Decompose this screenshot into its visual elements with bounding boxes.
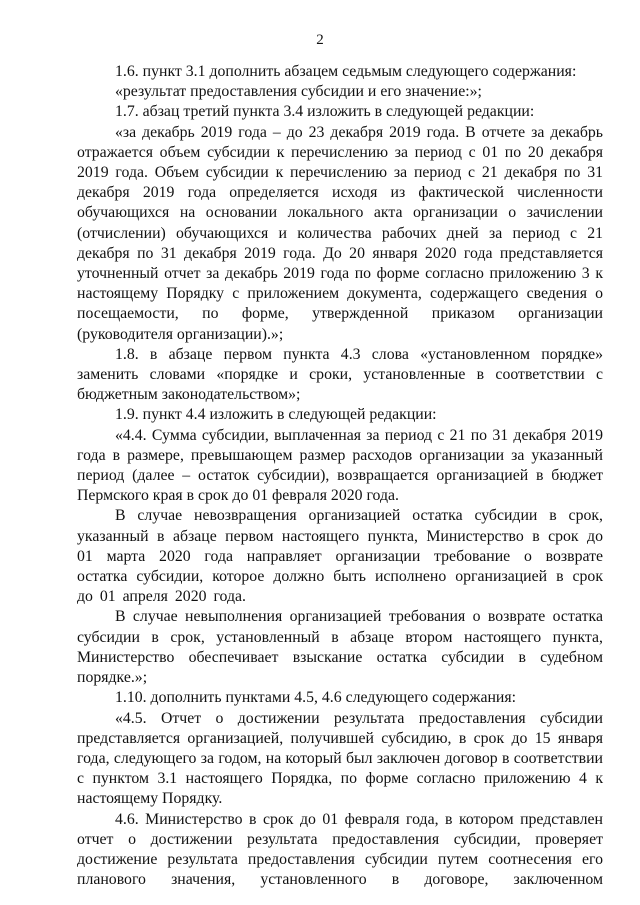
document-body (77, 62, 603, 890)
paragraph-1-8: 1.8. в абзаце первом пункта 4.3 слова «установленном порядке» заменить словами «порядке и сроки, установленные в соответствии с бюджетным законодательством»; (77, 345, 603, 404)
paragraph-4-4-second: В случае невозвращения организацией остатка субсидии в срок, указанный в абзаце первом настоящего пункта, Министерство в срок до 01 марта 2020 года направляет организации требование о возврате остатка субсидии, которое должно быть исполнено организацией в срок до 01 апреля 2020 года. (77, 507, 603, 606)
paragraph-1-9: 1.9. пункт 4.4 изложить в следующей редакции: (115, 406, 437, 424)
paragraph-1-10: 1.10. дополнить пунктами 4.5, 4.6 следующего содержания: (115, 689, 517, 707)
paragraph-1-6-quote: «результат предоставления субсидии и его значение:»; (115, 83, 482, 101)
paragraph-1-7-quote: «за декабрь 2019 года – до 23 декабря 2019 года. В отчете за декабрь отражается объем субсидии к перечислению за период с 01 по 20 декабря 2019 года. Объем субсидии к перечислению за период с 21 декабря по 31 декабря 2019 года определяется исходя из фактической численности обучающихся на основании локального акта организации о зачислении (отчислении) обучающихся и количества рабочих дней за период с 21 декабря по 31 декабря 2019 года. До 20 января 2020 года представляется уточненный отчет за декабрь 2019 года по форме согласно приложению 3 к настоящему Порядку с приложением документа, содержащего сведения о посещаемости, по форме, утвержденной приказом организации (руководителя организации).»; (77, 123, 603, 343)
page-number: 2 (316, 32, 324, 48)
paragraph-4-6: 4.6. Министерство в срок до 01 февраля года, в котором представлен отчет о достижении результата предоставления субсидии, проверяет достижение результата предоставления субсидии путем соотнесения его планового значения, установленного в договоре, заключенном (77, 810, 603, 889)
paragraph-4-4-third: В случае невыполнения организацией требования о возврате остатка субсидии в срок, установленный в абзаце втором настоящего пункта, Министерство обеспечивает взыскание остатка субсидии в судебном порядке.»; (77, 608, 603, 687)
paragraph-1-6: 1.6. пункт 3.1 дополнить абзацем седьмым следующего содержания: (115, 63, 577, 80)
paragraph-4-4: «4.4. Сумма субсидии, выплаченная за период с 21 по 31 декабря 2019 года в размере, превышающем размер расходов организации за указанный период (далее – остаток субсидии), возвращается организацией в бюджет Пермского края в срок до 01 февраля 2020 года. (77, 426, 603, 505)
paragraph-4-5: «4.5. Отчет о достижении результата предоставления субсидии представляется организацией, получившей субсидию, в срок до 15 января года, следующего за годом, на который был заключен договор в соответствии с пунктом 3.1 настоящего Порядка, по форме согласно приложению 4 к настоящему Порядку. (77, 709, 603, 808)
paragraph-1-7: 1.7. абзац третий пункта 3.4 изложить в следующей редакции: (115, 103, 535, 121)
